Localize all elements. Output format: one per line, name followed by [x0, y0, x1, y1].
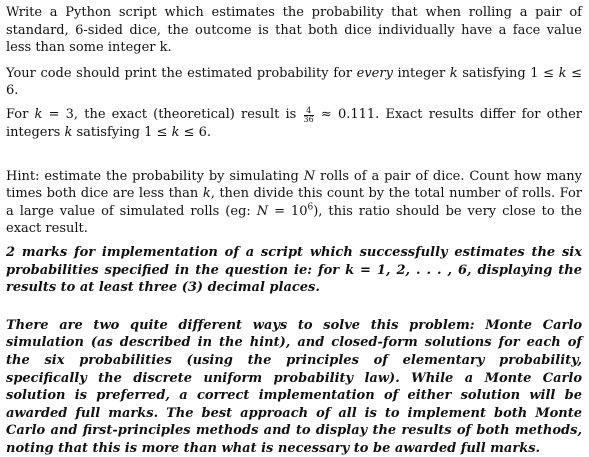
- fraction-denominator: 36: [303, 114, 314, 124]
- text-run: rolls of a pair of dice. Count how many times both dice are less than: [6, 168, 583, 202]
- exact-result-note: [6, 106, 582, 142]
- variable-N: N: [303, 168, 316, 184]
- assignment-question: [6, 4, 582, 457]
- text-run: ≤ 6.: [6, 65, 582, 99]
- variable-N: N: [256, 203, 269, 219]
- text-run: = 3, the exact (theoretical) result is: [42, 106, 303, 122]
- hint-paragraph: [6, 168, 582, 238]
- text-run: ≤ 6.: [179, 124, 212, 140]
- marking-criteria: 2 marks for implementation of a script which successfully estimates the six probabilities specified in the question ie: for k = 1, 2, . . . , 6, displaying the results to at least three (3) decimal places.: [6, 244, 582, 296]
- fraction: [304, 107, 314, 124]
- text-run: Hint: estimate the probability by simulating: [6, 168, 304, 184]
- solution-approaches-note: There are two quite different ways to solve this problem: Monte Carlo simulation (as described in the hint), and closed-form solutions for each of the six probabilities (using the principles of elementary probability, specifically the discrete uniform probability law). While a Monte Carlo solution is preferred, a correct implementation of either solution will be awarded full marks. The best approach of all is to implement both Monte Carlo and first-principles methods and to display the results of both methods, noting that this is more than what is necessary to be awarded full marks.: [6, 317, 582, 456]
- text-run: ), this ratio should be very close to the exact result.: [6, 203, 582, 237]
- text-run: , then divide this count by the total number of rolls. For a large value of simulated rolls (eg:: [6, 186, 583, 219]
- exponent: 6: [307, 202, 314, 213]
- task-statement: Write a Python script which estimates the probability that when rolling a pair of standard, 6-sided dice, the outcome is that both dice individually have a face value less than some integer k.: [6, 5, 582, 56]
- text-run: Your code should print the estimated probability for: [6, 65, 357, 81]
- emphasis-every: every: [356, 65, 393, 81]
- text-run: = 10: [268, 203, 308, 219]
- fraction-numerator: 4: [304, 107, 314, 116]
- text-run: For: [6, 106, 35, 122]
- variable-k: k: [64, 124, 73, 140]
- variable-k: k: [171, 124, 180, 140]
- output-requirement: [6, 65, 582, 100]
- text-run: satisfying 1 ≤: [457, 65, 559, 81]
- variable-k: k: [202, 186, 211, 202]
- text-run: ≈ 0.111. Exact results differ for other integers: [6, 106, 583, 140]
- variable-k: k: [34, 106, 43, 122]
- text-run: integer: [392, 65, 450, 81]
- variable-k: k: [449, 65, 458, 81]
- text-run: satisfying 1 ≤: [72, 124, 172, 140]
- variable-k: k: [558, 65, 567, 81]
